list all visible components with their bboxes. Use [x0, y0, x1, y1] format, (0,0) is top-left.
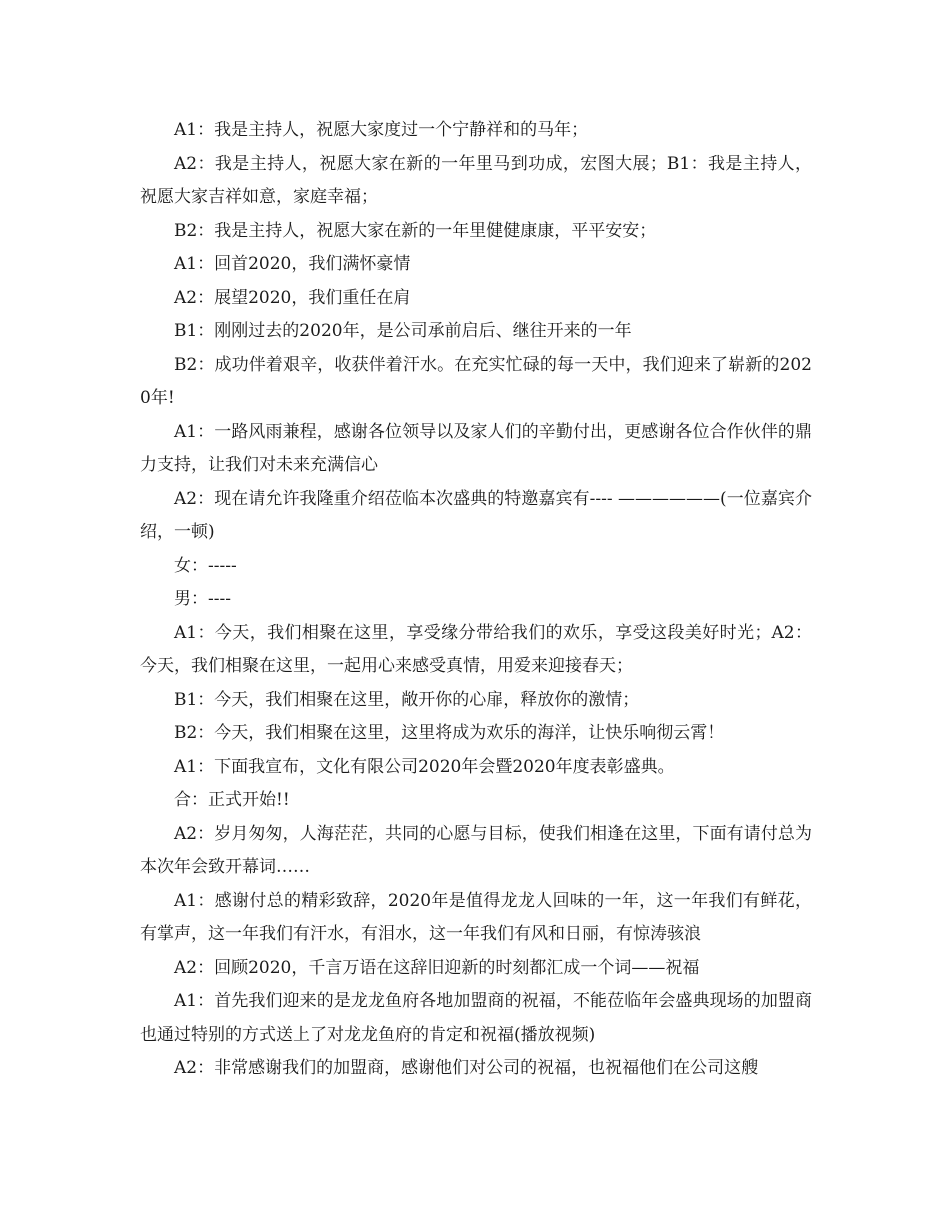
paragraph: 合：正式开始!! — [174, 790, 290, 810]
paragraph: B2：今天，我们相聚在这里，这里将成为欢乐的海洋，让快乐响彻云霄！ — [174, 723, 725, 743]
paragraph: A1：感谢付总的精彩致辞，2020年是值得龙龙人回味的一年，这一年我们有鲜花，有掌声，这一年我们有汗水，有泪水，这一年我们有风和日丽，有惊涛骇浪 — [140, 890, 812, 944]
paragraph: A2：回顾2020，千言万语在这辞旧迎新的时刻都汇成一个词——祝福 — [174, 957, 700, 978]
paragraph: B1：刚刚过去的2020年，是公司承前启后、继往开来的一年 — [174, 321, 632, 341]
paragraph: B2：我是主持人，祝愿大家在新的一年里健健康康，平平安安； — [174, 220, 657, 241]
paragraph: A1：今天，我们相聚在这里，享受缘分带给我们的欢乐，享受这段美好时光；A2：今天，我们相聚在这里，一起用心来感受真情，用爱来迎接春天； — [140, 622, 812, 676]
paragraph: 男：---- — [174, 589, 231, 609]
paragraph: A2：非常感谢我们的加盟商，感谢他们对公司的祝福，也祝福他们在公司这艘 — [174, 1058, 759, 1078]
document-body — [140, 114, 812, 1086]
paragraph: A2：展望2020，我们重任在肩 — [174, 287, 411, 308]
paragraph: A1：下面我宣布，文化有限公司2020年会暨2020年度表彰盛典。 — [174, 756, 675, 777]
paragraph: A1：回首2020，我们满怀豪情 — [174, 254, 411, 274]
paragraph: A1：我是主持人，祝愿大家度过一个宁静祥和的马年； — [174, 120, 589, 140]
paragraph: A2：我是主持人，祝愿大家在新的一年里马到功成，宏图大展；B1：我是主持人，祝愿大家吉祥如意，家庭幸福； — [140, 153, 812, 207]
paragraph: A2：岁月匆匆，人海茫茫，共同的心愿与目标，使我们相逢在这里，下面有请付总为本次年会致开幕词…… — [140, 823, 812, 877]
paragraph: B2：成功伴着艰辛，收获伴着汗水。在充实忙碌的每一天中，我们迎来了崭新的2020年! — [140, 354, 812, 408]
paragraph: 女：----- — [174, 555, 237, 576]
paragraph: A1：一路风雨兼程，感谢各位领导以及家人们的辛勤付出，更感谢各位合作伙伴的鼎力支持，让我们对未来充满信心 — [140, 421, 812, 475]
paragraph: A2：现在请允许我隆重介绍莅临本次盛典的特邀嘉宾有---- ——————(一位嘉宾介绍，一顿) — [140, 488, 812, 542]
paragraph: A1：首先我们迎来的是龙龙鱼府各地加盟商的祝福，不能莅临年会盛典现场的加盟商也通过特别的方式送上了对龙龙鱼府的肯定和祝福(播放视频) — [140, 991, 812, 1045]
paragraph: B1：今天，我们相聚在这里，敞开你的心扉，释放你的激情； — [174, 689, 640, 710]
